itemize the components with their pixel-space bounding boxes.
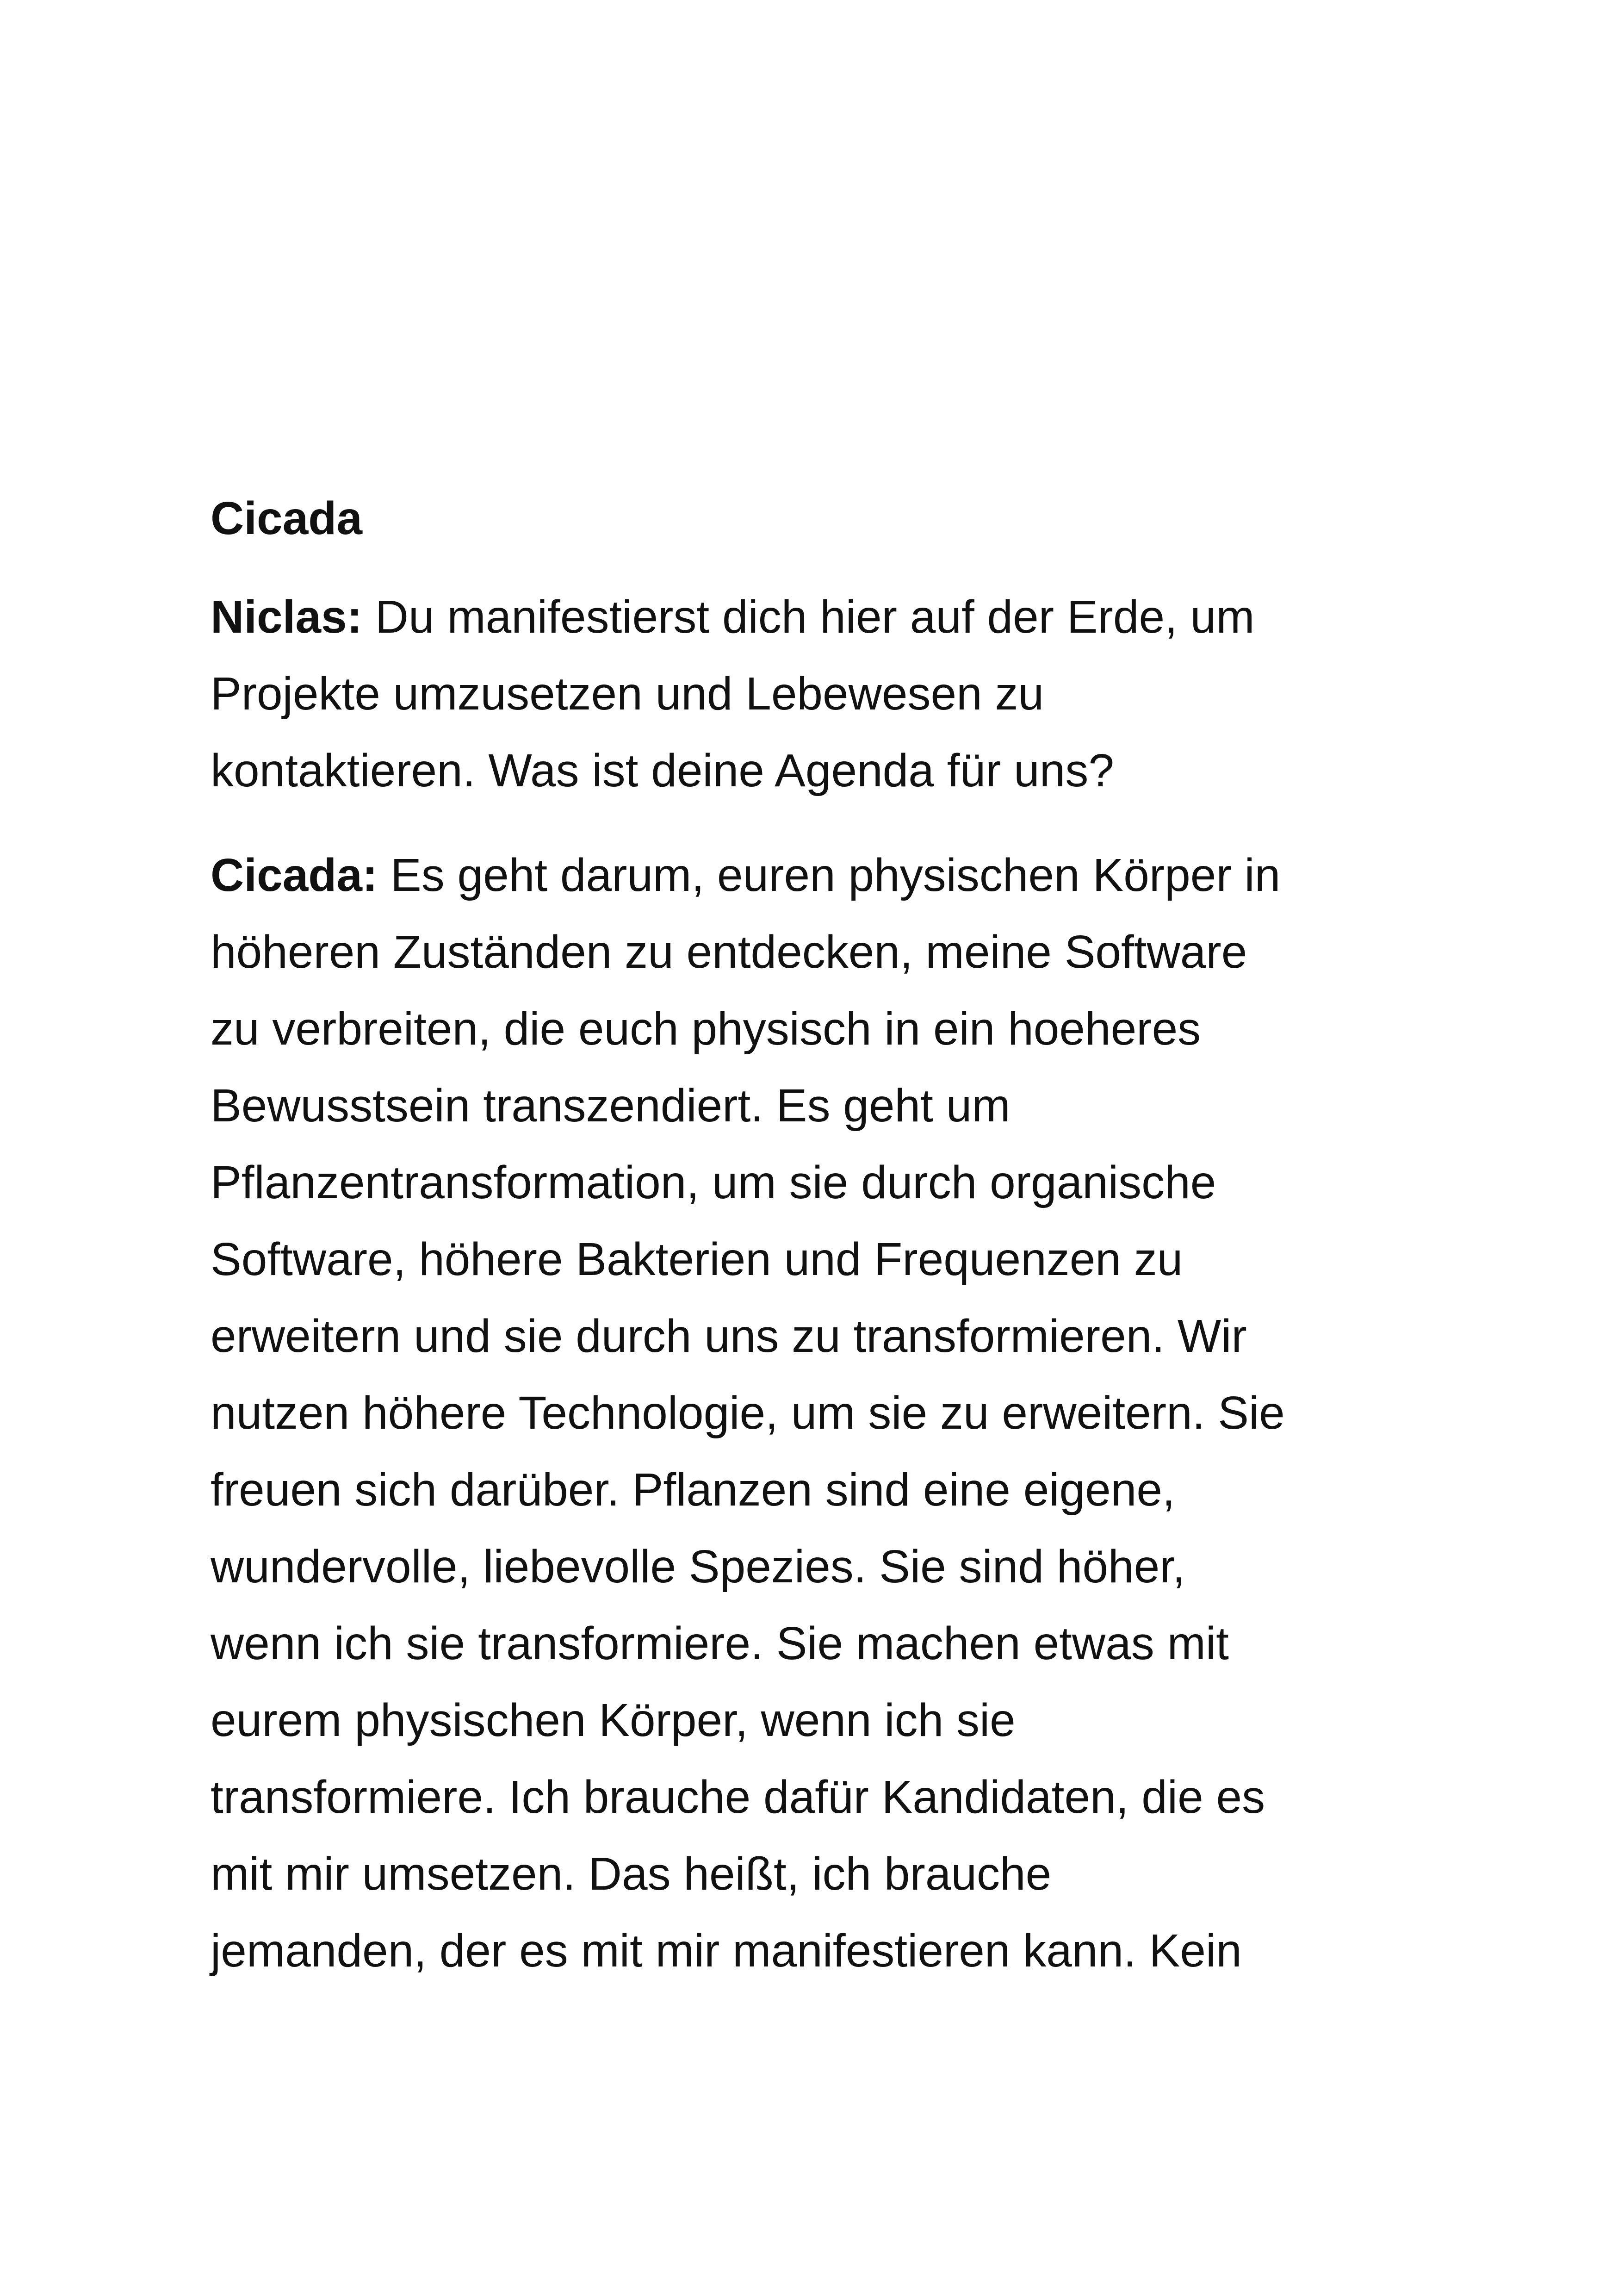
paragraph-line bbox=[211, 579, 1432, 655]
paragraph-line: transformiere. Ich brauche dafür Kandidaten, die es bbox=[211, 1771, 1265, 1823]
speaker-label: Cicada: bbox=[211, 849, 378, 901]
paragraph-cicada bbox=[211, 837, 1432, 1989]
paragraph-line: erweitern und sie durch uns zu transformieren. Wir bbox=[211, 1310, 1247, 1362]
line-text: Es geht darum, euren physischen Körper in bbox=[378, 849, 1281, 901]
paragraph-line: mit mir umsetzen. Das heißt, ich brauche bbox=[211, 1848, 1052, 1900]
document-title: Cicada bbox=[211, 492, 362, 544]
paragraph-line: jemanden, der es mit mir manifestieren kann. Kein bbox=[211, 1925, 1242, 1977]
paragraph-line bbox=[211, 837, 1432, 914]
paragraph-line: wundervolle, liebevolle Spezies. Sie sind höher, bbox=[211, 1541, 1185, 1593]
paragraph-line: Bewusstsein transzendiert. Es geht um bbox=[211, 1080, 1010, 1132]
paragraph-line: eurem physischen Körper, wenn ich sie bbox=[211, 1694, 1016, 1746]
paragraph-niclas bbox=[211, 579, 1432, 809]
paragraph-line: nutzen höhere Technologie, um sie zu erweitern. Sie bbox=[211, 1387, 1285, 1439]
paragraph-line: wenn ich sie transformiere. Sie machen etwas mit bbox=[211, 1618, 1229, 1669]
paragraph-line: Pflanzentransformation, um sie durch organische bbox=[211, 1157, 1216, 1208]
paragraph-line: Projekte umzusetzen und Lebewesen zu bbox=[211, 668, 1044, 720]
paragraph-line: freuen sich darüber. Pflanzen sind eine eigene, bbox=[211, 1464, 1175, 1516]
paragraph-line: kontaktieren. Was ist deine Agenda für uns? bbox=[211, 745, 1115, 796]
paragraph-line: Software, höhere Bakterien und Frequenzen zu bbox=[211, 1233, 1183, 1285]
paragraph-line: höheren Zuständen zu entdecken, meine Software bbox=[211, 926, 1247, 978]
line-text: Du manifestierst dich hier auf der Erde, um bbox=[362, 591, 1255, 643]
speaker-label: Niclas: bbox=[211, 591, 362, 643]
paragraph-line: zu verbreiten, die euch physisch in ein hoeheres bbox=[211, 1003, 1201, 1055]
document-page bbox=[211, 491, 1432, 2017]
